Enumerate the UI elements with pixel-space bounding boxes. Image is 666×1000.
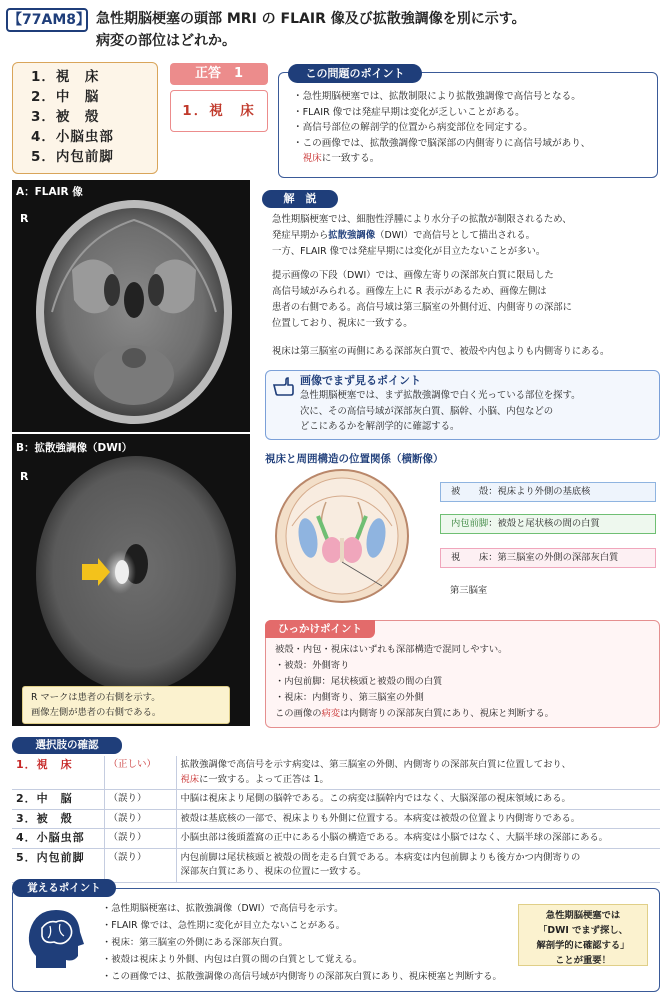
text-line: 高信号域がみられる。画像左上に R 表示があるため、画像左側は [272,286,547,297]
text-line: どこにあるかを解剖学的に確認する。 [300,421,460,432]
row-choice: 5．内包前脚 [12,848,104,882]
table-row [12,809,660,829]
text-line: 「DWI でまず探し、 [538,925,628,936]
mri-dwi-image [12,434,250,726]
text-line: ・内包前脚：尾状核頭と被殻の間の白質 [275,676,443,687]
answer-value: 1．視 床 [170,90,268,132]
brain-head-icon [22,906,86,976]
choice-2: 2．中 脳 [31,89,100,105]
table-row [12,790,660,810]
row-verdict: （誤り） [104,809,176,829]
mri-a-label: A：FLAIR 像 [16,186,83,198]
text-line: ことが重要！ [555,955,611,966]
choices-box [12,62,158,174]
r-mark-b: R [20,470,29,483]
label-third-ventricle: 第三脳室 [450,585,488,596]
text-line: 急性期脳梗塞では、まず拡散強調像で白く光っている部位を探す。 [300,390,581,401]
remember-note [518,904,648,966]
text-line: この画像の病変は内側寄りの深部灰白質にあり、視床と判断する。 [275,708,554,719]
kaisetsu-head: 解 説 [262,190,338,208]
mri-note-line2: 画像左側が患者の右側である。 [31,707,162,718]
row-verdict: （誤り） [104,790,176,810]
row-explanation: 中脳は視床より尾側の脳幹である。この病変は脳幹内ではなく、大脳深部の視床領域にある。 [176,790,660,810]
choice-1: 1．視 床 [31,69,100,85]
row-verdict: （誤り） [104,829,176,849]
text-line: 患者の右側である。高信号域は第三脳室の外側付近、内側寄りの深部に [272,302,573,313]
choice-4: 4．小脳虫部 [31,129,114,145]
mri-note-line1: R マークは患者の右側を示す。 [31,692,161,703]
point-head: この問題のポイント [288,64,422,83]
text-line: 一方、FLAIR 像では発症早期には変化が目立たないことが多い。 [272,246,546,257]
row-verdict: （誤り） [104,848,176,882]
label-thalamus: 視 床：第三脳室の外側の深部灰白質 [440,548,656,568]
label-capsule: 内包前脚：被殻と尾状核の間の白質 [440,514,656,534]
row-choice: 1．視 床 [12,756,104,790]
text-line: ・被殻：外側寄り [275,660,350,671]
point-item: ・ この画像では、拡散強調像で脳深部の内側寄りに高信号域があり、 視床に一致する。 [293,136,645,167]
row-choice: 3．被 殻 [12,809,104,829]
mri-note [22,686,230,724]
text-line: 発症早期から拡散強調像（DWI）で高信号として描出される。 [272,230,536,241]
remember-item: ・視床：第三脳室の外側にある深部灰白質。 [102,937,288,948]
brain-diagram [272,466,412,606]
table-row [12,756,660,790]
remember-text [102,900,502,985]
table-head: 選択肢の確認 [12,737,122,754]
row-explanation: 拡散強調像で高信号を示す病変は、第三脳室の外側、内側寄りの深部灰白質に位置しており、 視床に一致する。よって正答は 1。 [176,756,660,790]
kaisetsu-para1 [272,212,662,260]
row-choice: 2．中 脳 [12,790,104,810]
choice-3: 3．被 殻 [31,109,100,125]
question-text [96,8,526,52]
choice-table [12,756,660,883]
row-verdict: （正しい） [104,756,176,790]
remember-item: ・急性期脳梗塞は、拡散強調像（DWI）で高信号を示す。 [102,903,344,914]
answer-head: 正答 1 [170,63,268,85]
look-point-head: 画像でまず見るポイント [300,374,421,387]
text-line: 急性期脳梗塞では [545,910,621,921]
row-explanation: 内包前脚は尾状核頭と被殻の間を走る白質である。本病変は内包前脚よりも後方かつ内側寄りの 深部灰白質にあり、視床の位置に一致する。 [176,848,660,882]
row-choice: 4．小脳虫部 [12,829,104,849]
point-item: ・ FLAIR 像では発症早期は変化が乏しいことがある。 [293,105,645,121]
text-line: 解剖学的に確認する」 [536,940,630,951]
table-row [12,848,660,882]
label-putamen: 被 殻：視床より外側の基底核 [440,482,656,502]
remember-head: 覚えるポイント [12,879,116,897]
look-point-text [300,388,581,435]
text-line: 急性期脳梗塞では、細胞性浮腫により水分子の拡散が制限されるため、 [272,214,572,225]
row-explanation: 被殻は基底核の一部で、視床よりも外側に位置する。本病変は被殻の位置より内側寄りである。 [176,809,660,829]
remember-item: ・FLAIR 像では、急性期に変化が目立たないことがある。 [102,920,346,931]
diagram-title: 視床と周囲構造の位置関係（横断像） [265,453,444,465]
question-id: 【77AM8】 [6,8,88,32]
r-mark-a: R [20,212,29,225]
text-line: ・視床：内側寄り、第三脳室の外側 [275,692,424,703]
text-line: 次に、その高信号域が深部灰白質、脳幹、小脳、内包などの [300,405,554,417]
question-line2: 病変の部位はどれか。 [96,33,236,49]
point-box [278,72,658,178]
mri-flair-image [12,180,250,432]
trap-head: ひっかけポイント [265,620,375,638]
mri-b-label: B：拡散強調像（DWI） [16,442,133,454]
kaisetsu-para2 [272,268,662,332]
remember-item: ・被殻は視床より外側、内包は白質の間の白質として覚える。 [102,954,363,965]
kaisetsu-para3: 視床は第三脳室の両側にある深部灰白質で、被殻や内包よりも内側寄りにある。 [272,346,610,357]
text-line: 位置しており、視床に一致する。 [272,318,413,329]
point-item: ・ 高信号部位の解剖学的位置から病変部位を同定する。 [293,120,645,136]
text-line: 被殻・内包・視床はいずれも深部構造で混同しやすい。 [275,644,508,655]
choice-5: 5．内包前脚 [31,149,114,165]
question-line1: 急性期脳梗塞の頭部 MRI の FLAIR 像及び拡散強調像を別に示す。 [96,11,526,27]
table-row [12,829,660,849]
remember-item: ・この画像では、拡散強調像の高信号域が内側寄りの深部灰白質にあり、視床梗塞と判断する。 [102,971,502,982]
row-explanation: 小脳虫部は後頭蓋窩の正中にある小脳の構造である。本病変は小脳ではなく、大脳半球の深部にある。 [176,829,660,849]
pointing-hand-icon [272,376,294,396]
text-line: 提示画像の下段（DWI）では、画像左寄りの深部灰白質に限局した [272,270,554,281]
trap-text [275,642,554,722]
point-item: ・ 急性期脳梗塞では、拡散制限により拡散強調像で高信号となる。 [293,89,645,105]
